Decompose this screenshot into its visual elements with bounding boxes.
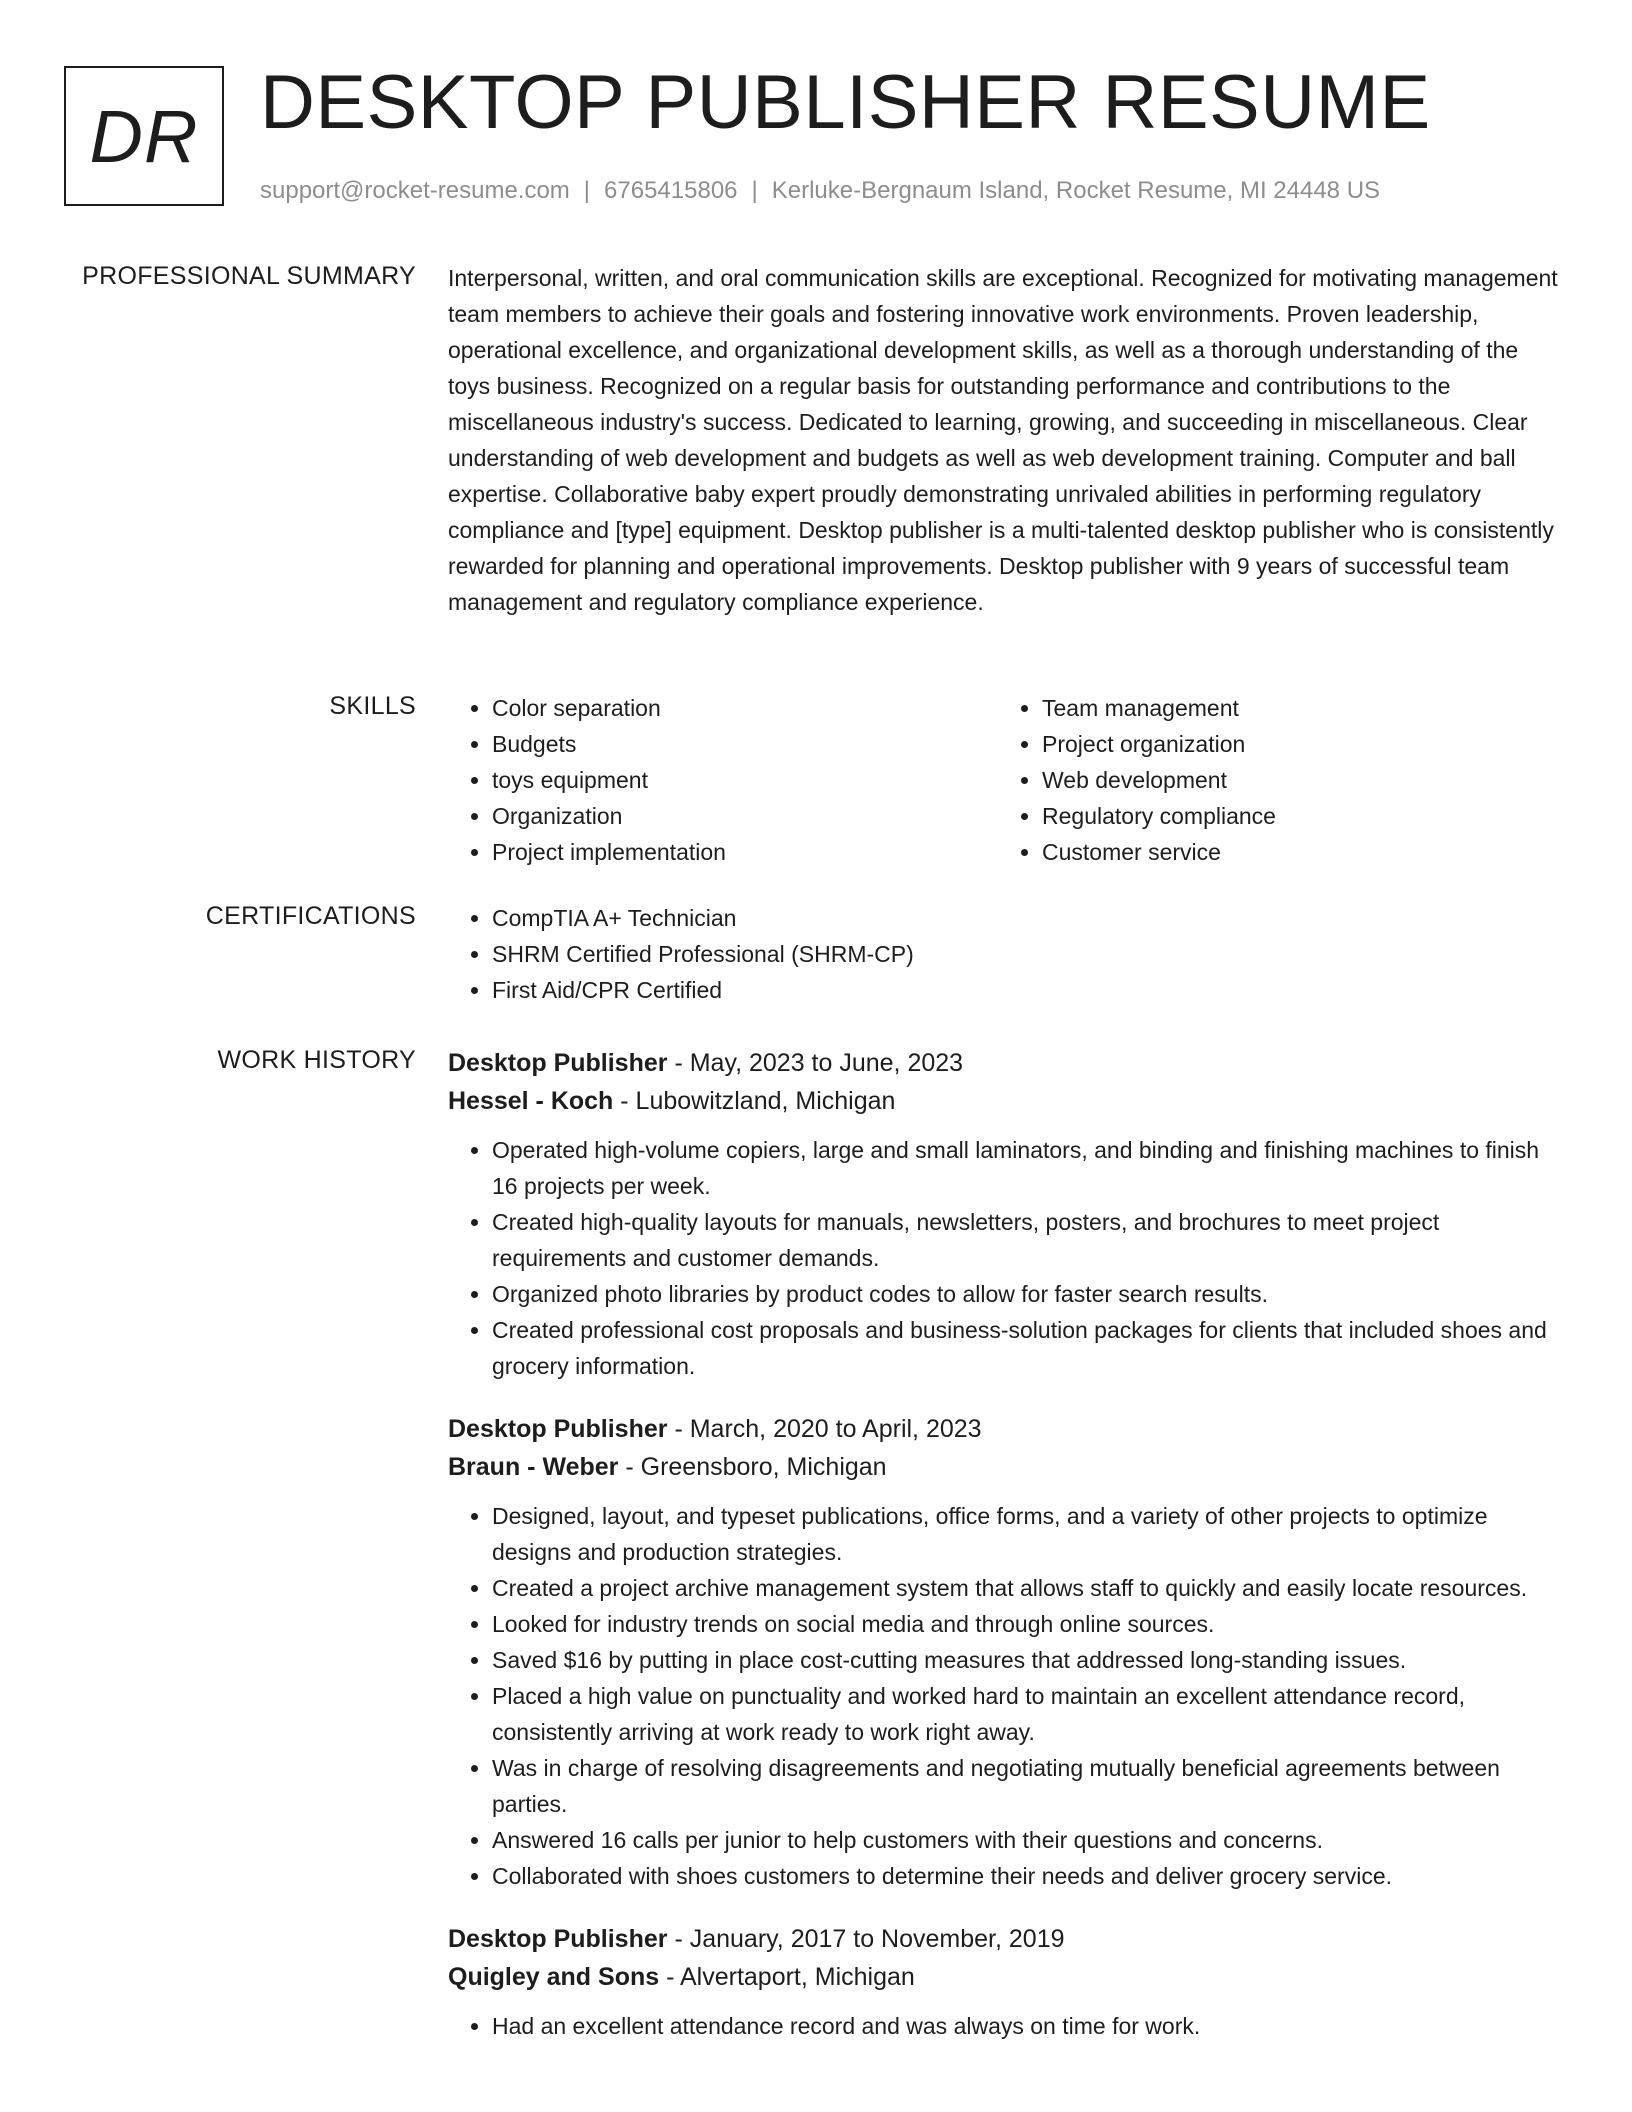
job-bullet: • Created professional cost proposals and business-solution packages for clients that included shoes and grocery information. [492, 1312, 1560, 1384]
skills-body [448, 690, 1560, 870]
contact-email: support@rocket-resume.com [260, 177, 570, 204]
skills-list-left [448, 690, 1032, 870]
job-location: - Alvertaport, Michigan [659, 1963, 915, 1991]
skills-columns [448, 690, 1560, 870]
skill-item: • Team management [1042, 690, 1582, 726]
job-title-line [448, 1044, 1560, 1082]
certification-item: • SHRM Certified Professional (SHRM-CP) [492, 936, 1560, 972]
job-location: - Greensboro, Michigan [618, 1453, 887, 1481]
skill-item: • Budgets [492, 726, 1032, 762]
job-entry [448, 1920, 1560, 2044]
section-label: WORK HISTORY [217, 1046, 416, 1074]
skill-item: • Regulatory compliance [1042, 798, 1582, 834]
job-dates: - May, 2023 to June, 2023 [667, 1049, 964, 1077]
job-dates: - March, 2020 to April, 2023 [667, 1415, 982, 1443]
job-entry [448, 1044, 1560, 1384]
job-bullets [448, 1498, 1560, 1894]
certifications-body [448, 900, 1560, 1008]
job-entry [448, 1410, 1560, 1894]
skills-list-right [998, 690, 1582, 870]
contact-address: Kerluke-Bergnaum Island, Rocket Resume, MI 24448 US [771, 177, 1381, 204]
job-dates: - January, 2017 to November, 2019 [667, 1925, 1065, 1953]
certification-item: • First Aid/CPR Certified [492, 972, 1560, 1008]
work-history-body [448, 1044, 1560, 2070]
certifications-list [448, 900, 1560, 1008]
job-title-line [448, 1410, 1560, 1448]
skill-item: • Project organization [1042, 726, 1582, 762]
job-bullet: • Placed a high value on punctuality and worked hard to maintain an excellent attendance record, consistently arriving at work ready to work right away. [492, 1678, 1560, 1750]
skill-item: • Project implementation [492, 834, 1032, 870]
skill-item: • Organization [492, 798, 1032, 834]
monogram-logo: DR [64, 66, 224, 206]
job-bullet: • Was in charge of resolving disagreements and negotiating mutually beneficial agreements between parties. [492, 1750, 1560, 1822]
job-bullet: • Created a project archive management system that allows staff to quickly and easily locate resources. [492, 1570, 1560, 1606]
page-title: DESKTOP PUBLISHER RESUME [260, 60, 1431, 145]
job-bullets [448, 1132, 1560, 1384]
summary-text: Interpersonal, written, and oral communication skills are exceptional. Recognized for motivating management team members to achieve their goals and fostering innovative work environments. Proven leadership, operational excellence, and organizational development skills, as well as a thorough understanding of the toys business. Recognized on a regular basis for outstanding performance and contributions to the miscellaneous industry's success. Dedicated to learning, growing, and succeeding in miscellaneous. Clear understanding of web development and budgets as well as web development training. Computer and ball expertise. Collaborative baby expert proudly demonstrating unrivaled abilities in performing regulatory compliance and [type] equipment. Desktop publisher is a multi-talented desktop publisher who is consistently rewarded for planning and operational improvements. Desktop publisher with 9 years of successful team management and regulatory compliance experience. [448, 265, 1558, 615]
skill-item: • Color separation [492, 690, 1032, 726]
contact-separator: | [751, 177, 758, 204]
skill-item: • Web development [1042, 762, 1582, 798]
job-bullet: • Collaborated with shoes customers to determine their needs and deliver grocery service. [492, 1858, 1560, 1894]
contact-line [260, 176, 1380, 206]
job-company-line [448, 1082, 1560, 1120]
job-bullets [448, 2008, 1560, 2044]
job-company-line [448, 1958, 1560, 1996]
contact-separator: | [583, 177, 591, 204]
section-label: PROFESSIONAL SUMMARY [82, 262, 416, 290]
certification-item: • CompTIA A+ Technician [492, 900, 1560, 936]
job-bullet: • Had an excellent attendance record and was always on time for work. [492, 2008, 1560, 2044]
job-bullet: • Saved $16 by putting in place cost-cutting measures that addressed long-standing issues. [492, 1642, 1560, 1678]
job-bullet: • Operated high-volume copiers, large and small laminators, and binding and finishing machines to finish 16 projects per week. [492, 1132, 1560, 1204]
skill-item: • Customer service [1042, 834, 1582, 870]
job-location: - Lubowitzland, Michigan [613, 1087, 896, 1115]
job-company: Hessel - Koch [448, 1087, 614, 1115]
job-title-line [448, 1920, 1560, 1958]
job-bullet: • Organized photo libraries by product codes to allow for faster search results. [492, 1276, 1560, 1312]
section-label: CERTIFICATIONS [205, 902, 416, 930]
job-company-line [448, 1448, 1560, 1486]
section-label: SKILLS [329, 692, 416, 720]
skill-item: • toys equipment [492, 762, 1032, 798]
job-bullet: • Looked for industry trends on social media and through online sources. [492, 1606, 1560, 1642]
job-bullet: • Created high-quality layouts for manuals, newsletters, posters, and brochures to meet project requirements and customer demands. [492, 1204, 1560, 1276]
job-company: Braun - Weber [448, 1453, 619, 1481]
job-title: Desktop Publisher [448, 1925, 668, 1953]
contact-phone: 6765415806 [604, 177, 738, 204]
job-title: Desktop Publisher [448, 1049, 668, 1077]
job-title: Desktop Publisher [448, 1415, 668, 1443]
job-company: Quigley and Sons [448, 1963, 660, 1991]
job-bullet: • Answered 16 calls per junior to help customers with their questions and concerns. [492, 1822, 1560, 1858]
job-bullet: • Designed, layout, and typeset publications, office forms, and a variety of other projects to optimize designs and production strategies. [492, 1498, 1560, 1570]
summary-body [448, 260, 1560, 620]
